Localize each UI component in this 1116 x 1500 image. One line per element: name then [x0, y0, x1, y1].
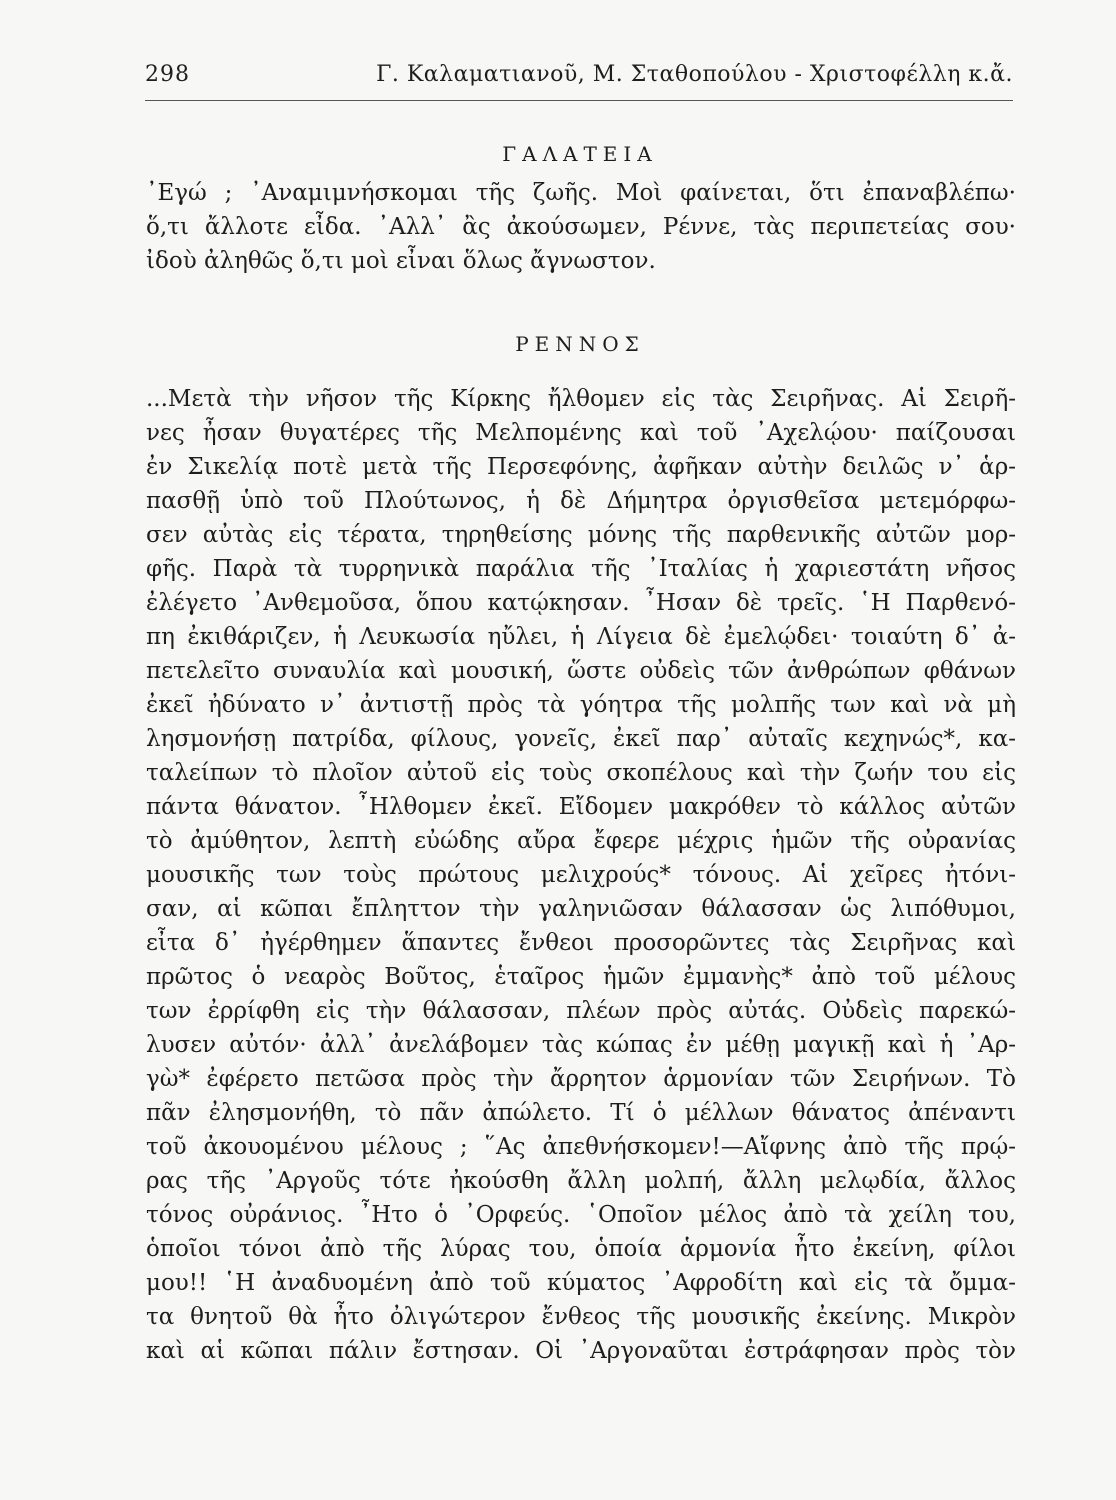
text-line: τοῦ ἀκουομένου μέλους ; ῞Ας ἀπεθνήσκομεν!—Αἴφνης ἀπὸ τῆς πρῴ-	[146, 1134, 1016, 1160]
text-line: νες ἦσαν θυγατέρες τῆς Μελπομένης καὶ τοῦ ᾿Αχελῴου· παίζουσαι	[146, 420, 1016, 446]
text-line: ᾿Εγώ ; ᾿Αναμιμνήσκομαι τῆς ζωῆς. Μοὶ φαίνεται, ὅτι ἐπαναβλέπω·	[146, 180, 1016, 206]
text-line: των ἐρρίφθη εἰς τὴν θάλασσαν, πλέων πρὸς αὐτάς. Οὐδεὶς παρεκώ-	[146, 998, 1016, 1024]
text-line: ὅ,τι ἄλλοτε εἶδα. ᾿Αλλ᾿ ἂς ἀκούσωμεν, Ρέννε, τὰς περιπετείας σου·	[146, 214, 1016, 240]
speaker-heading-galateia: ΓΑΛΑΤΕΙΑ	[502, 142, 658, 166]
text-line: εἶτα δ᾿ ἠγέρθημεν ἅπαντες ἔνθεοι προσορῶντες τὰς Σειρῆνας καὶ	[146, 930, 1016, 956]
galateia-speech	[146, 176, 1016, 278]
text-line: ...Μετὰ τὴν νῆσον τῆς Κίρκης ἤλθομεν εἰς τὰς Σειρῆνας. Αἱ Σειρῆ-	[146, 386, 1016, 412]
text-line: τὸ ἀμύθητον, λεπτὴ εὐώδης αὔρα ἔφερε μέχρις ἡμῶν τῆς οὐρανίας	[146, 828, 1016, 854]
page-number: 298	[145, 62, 190, 87]
text-line: μου!! ῾Η ἀναδυομένη ἀπὸ τοῦ κύματος ᾿Αφροδίτη καὶ εἰς τὰ ὄμμα-	[146, 1270, 1016, 1296]
text-line: λησμονήσῃ πατρίδα, φίλους, γονεῖς, ἐκεῖ παρ᾿ αὐταῖς κεχηνώς*, κα-	[146, 726, 1016, 752]
text-line: ἐν Σικελίᾳ ποτὲ μετὰ τῆς Περσεφόνης, ἀφῆκαν αὐτὴν δειλῶς ν᾿ ἁρ-	[146, 454, 1016, 480]
text-line: ἰδοὺ ἀληθῶς ὅ,τι μοὶ εἶναι ὅλως ἄγνωστον.	[146, 248, 656, 274]
running-head	[145, 62, 1015, 102]
text-line: πάντα θάνατον. ῏Ηλθομεν ἐκεῖ. Εἴδομεν μακρόθεν τὸ κάλλος αὐτῶν	[146, 794, 1016, 820]
text-line: λυσεν αὐτόν· ἀλλ᾿ ἀνελάβομεν τὰς κώπας ἐν μέθῃ μαγικῇ καὶ ἡ ᾿Αρ-	[146, 1032, 1016, 1058]
text-line: ἐκεῖ ἠδύνατο ν᾿ ἀντιστῇ πρὸς τὰ γόητρα τῆς μολπῆς των καὶ νὰ μὴ	[146, 692, 1016, 718]
speaker-heading-rennos: ΡΕΝΝΟΣ	[515, 332, 645, 356]
text-line: ὁποῖοι τόνοι ἀπὸ τῆς λύρας του, ὁποία ἁρμονία ἦτο ἐκείνη, φίλοι	[146, 1236, 1016, 1262]
text-line: μουσικῆς των τοὺς πρώτους μελιχρούς* τόνους. Αἱ χεῖρες ἠτόνι-	[146, 862, 1016, 888]
text-line: πρῶτος ὁ νεαρὸς Βοῦτος, ἑταῖρος ἡμῶν ἐμμανὴς* ἀπὸ τοῦ μέλους	[146, 964, 1016, 990]
text-line: γὼ* ἐφέρετο πετῶσα πρὸς τὴν ἄρρητον ἁρμονίαν τῶν Σειρήνων. Τὸ	[146, 1066, 1016, 1092]
text-line: ρας τῆς ᾿Αργοῦς τότε ἠκούσθη ἄλλη μολπή, ἄλλη μελῳδία, ἄλλος	[146, 1168, 1016, 1194]
text-line: καὶ αἱ κῶπαι πάλιν ἔστησαν. Οἱ ᾿Αργοναῦται ἐστράφησαν πρὸς τὸν	[146, 1338, 1016, 1364]
rennos-speech	[146, 382, 1016, 1368]
header-rule	[145, 100, 1013, 101]
text-line: φῆς. Παρὰ τὰ τυρρηνικὰ παράλια τῆς ᾿Ιταλίας ἡ χαριεστάτη νῆσος	[146, 556, 1016, 582]
text-line: πᾶν ἐλησμονήθη, τὸ πᾶν ἀπώλετο. Τί ὁ μέλλων θάνατος ἀπέναντι	[146, 1100, 1016, 1126]
text-line: τα θνητοῦ θὰ ἦτο ὀλιγώτερον ἔνθεος τῆς μουσικῆς ἐκείνης. Μικρὸν	[146, 1304, 1016, 1330]
text-line: πη ἐκιθάριζεν, ἡ Λευκωσία ηὔλει, ἡ Λίγεια δὲ ἐμελῴδει· τοιαύτη δ᾿ ἀ-	[146, 624, 1016, 650]
running-title: Γ. Καλαματιανοῦ, Μ. Σταθοπούλου - Χριστοφέλλη κ.ἄ.	[376, 62, 1013, 87]
text-line: σαν, αἱ κῶπαι ἔπληττον τὴν γαληνιῶσαν θάλασσαν ὡς λιπόθυμοι,	[146, 896, 1016, 922]
text-line: πετελεῖτο συναυλία καὶ μουσική, ὥστε οὐδεὶς τῶν ἀνθρώπων φθάνων	[146, 658, 1016, 684]
text-line: σεν αὐτὰς εἰς τέρατα, τηρηθείσης μόνης τῆς παρθενικῆς αὐτῶν μορ-	[146, 522, 1016, 548]
text-line: πασθῇ ὑπὸ τοῦ Πλούτωνος, ἡ δὲ Δήμητρα ὀργισθεῖσα μετεμόρφω-	[146, 488, 1016, 514]
text-line: ταλείπων τὸ πλοῖον αὐτοῦ εἰς τοὺς σκοπέλους καὶ τὴν ζωήν του εἰς	[146, 760, 1016, 786]
text-line: τόνος οὐράνιος. ῏Ητο ὁ ᾿Ορφεύς. ῾Οποῖον μέλος ἀπὸ τὰ χείλη του,	[146, 1202, 1016, 1228]
text-line: ἐλέγετο ᾿Ανθεμοῦσα, ὅπου κατῴκησαν. ῏Ησαν δὲ τρεῖς. ῾Η Παρθενό-	[146, 590, 1016, 616]
